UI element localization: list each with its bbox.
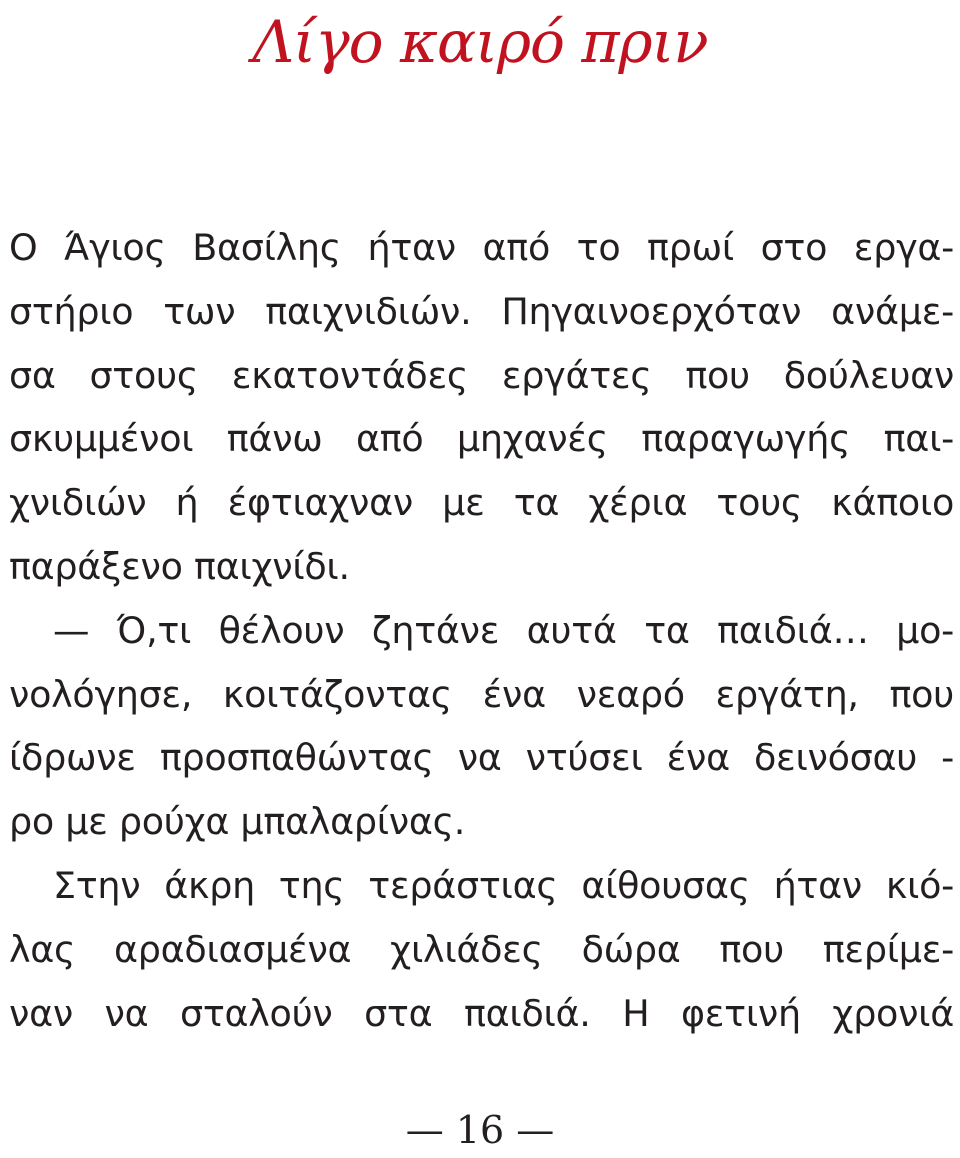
text-line: σκυμμένοι πάνω από μηχανές παραγωγής παι-	[9, 417, 954, 461]
text-line: ρο με ρούχα μπαλαρίνας.	[9, 800, 466, 844]
text-line: νολόγησε, κοιτάζοντας ένα νεαρό εργάτη, που	[9, 672, 954, 716]
text-line: χνιδιών ή έφτιαχναν με τα χέρια τους κάποιο	[9, 481, 954, 525]
text-line: παράξενο παιχνίδι.	[9, 544, 350, 588]
text-line: στήριο των παιχνιδιών. Πηγαινοερχόταν ανάμε-	[9, 289, 954, 333]
text-line: Ο Άγιος Βασίλης ήταν από το πρωί στο εργα-	[9, 226, 954, 269]
page-number: — 16 —	[405, 1108, 555, 1152]
dialogue-line: — Ό,τι θέλουν ζητάνε αυτά τα παιδιά… μο-	[53, 608, 954, 652]
text-line: λας αραδιασμένα χιλιάδες δώρα που περίμε-	[9, 927, 954, 971]
text-line: σα στους εκατοντάδες εργάτες που δούλευαν	[9, 353, 954, 397]
text-line: ναν να σταλούν στα παιδιά. Η φετινή χρονιά	[9, 991, 954, 1035]
chapter-title: Λίγο καιρό πριν	[252, 8, 708, 76]
text-line: ίδρωνε προσπαθώντας να ντύσει ένα δεινόσαυ -	[9, 736, 954, 780]
text-line: Στην άκρη της τεράστιας αίθουσας ήταν κιό-	[53, 863, 954, 907]
body-text	[9, 216, 954, 1045]
